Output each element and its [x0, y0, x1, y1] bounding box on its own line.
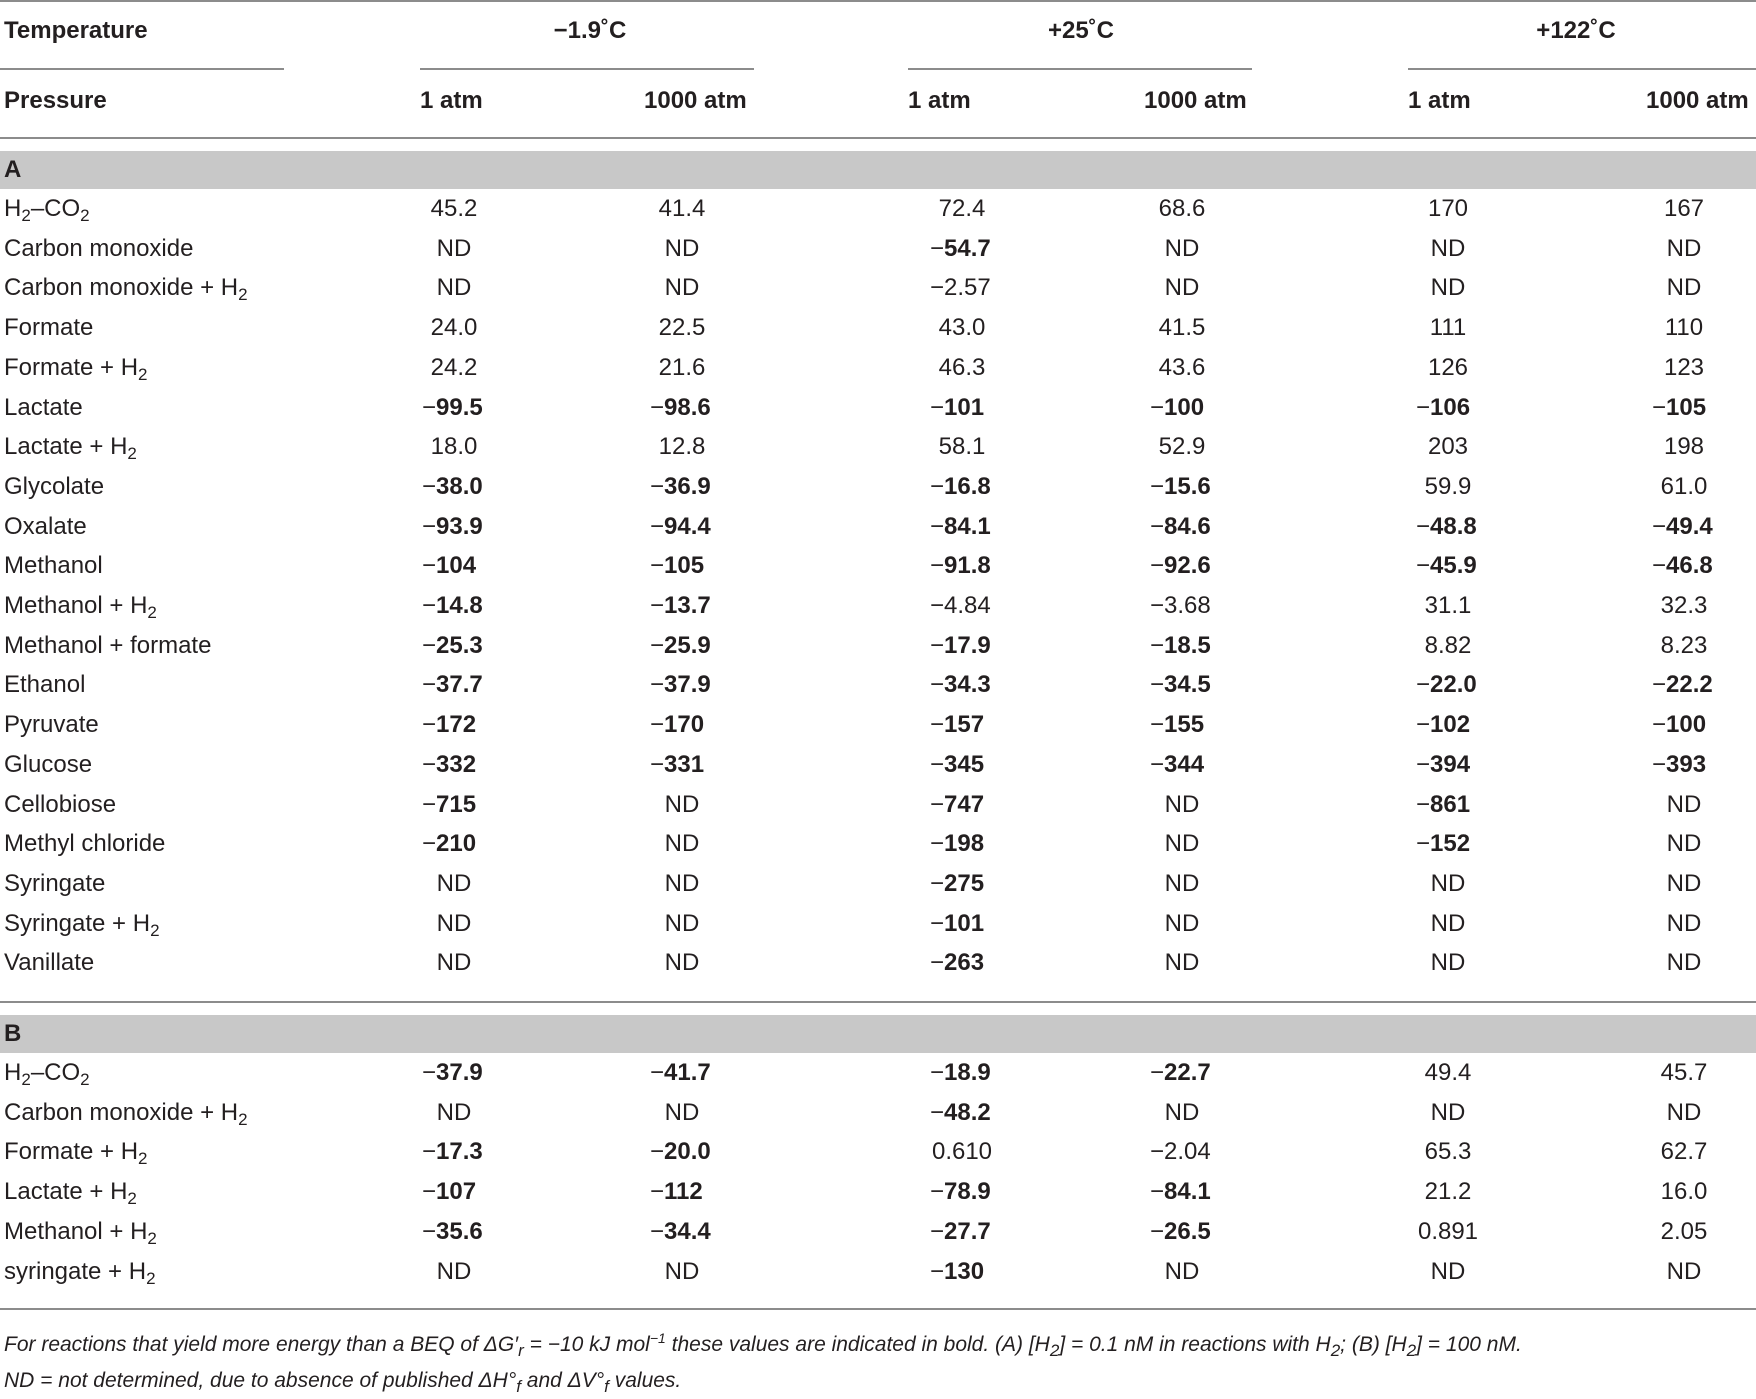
value-cell: −263: [930, 949, 985, 977]
value-cell: 21.6: [658, 353, 706, 381]
value-cell: 59.9: [1424, 472, 1472, 500]
table-row: [0, 348, 1756, 388]
pressure-header-3: 1 atm: [908, 87, 971, 114]
row-label: Carbon monoxide: [4, 234, 194, 262]
row-label: Methanol + $H_2$: [4, 592, 157, 622]
value-cell: ND: [1666, 869, 1702, 897]
value-cell: ND: [436, 1098, 472, 1126]
value-cell: −861: [1416, 790, 1471, 818]
value-cell: ND: [436, 909, 472, 937]
value-cell: −36.9: [650, 472, 711, 500]
value-cell: 123: [1663, 353, 1705, 381]
value-cell: 65.3: [1424, 1138, 1472, 1166]
value-cell: −98.6: [650, 393, 711, 421]
value-cell: −3.68: [1150, 592, 1211, 619]
footnote-line-1: For reactions that yield more energy than a BEQ of $\Delta G'_r = -10$ kJ mol$^{-1}$ these values are indicated in bold. (A) $[H_2] = 0.1$ nM in reactions with $H_2$; (B) $[H_2] = 100$ nM.: [4, 1330, 1522, 1360]
value-cell: 49.4: [1424, 1059, 1472, 1086]
value-cell: −13.7: [650, 592, 711, 619]
table-row: [0, 268, 1756, 308]
temperature-rule-2: [908, 68, 1252, 70]
row-label: Oxalate: [4, 512, 87, 540]
value-cell: −332: [422, 750, 477, 778]
temperature-rule-1: [420, 68, 754, 70]
temp-header-2: +25˚C: [1047, 17, 1115, 44]
value-cell: −331: [650, 750, 705, 778]
temperature-rule-3: [1408, 68, 1756, 70]
value-cell: −100: [1652, 711, 1707, 739]
value-cell: −15.6: [1150, 472, 1211, 500]
pressure-header-1: 1 atm: [420, 87, 483, 114]
value-cell: 24.2: [430, 353, 478, 381]
row-label: $H_2-CO_2$: [4, 1059, 90, 1089]
value-cell: −18.9: [930, 1059, 991, 1086]
row-label: Syringate: [4, 869, 106, 897]
value-cell: −130: [930, 1257, 985, 1285]
value-cell: −105: [1652, 393, 1707, 421]
pressure-header-2: 1000 atm: [644, 87, 747, 114]
value-cell: 170: [1427, 195, 1469, 222]
value-cell: 32.3: [1660, 592, 1708, 619]
table-row: [0, 229, 1756, 269]
value-cell: −25.3: [422, 631, 483, 659]
value-cell: −344: [1150, 750, 1205, 778]
table-row: [0, 864, 1756, 904]
table-row: [0, 427, 1756, 467]
row-label: Methanol + $H_2$: [4, 1217, 157, 1248]
value-cell: −14.8: [422, 592, 483, 619]
value-cell: −49.4: [1652, 512, 1713, 540]
value-cell: −48.2: [930, 1098, 991, 1126]
value-cell: 8.23: [1660, 631, 1708, 659]
value-cell: −94.4: [650, 512, 711, 540]
table-row: [0, 1093, 1756, 1133]
row-label: Vanillate: [4, 949, 95, 977]
value-cell: −37.7: [422, 671, 483, 699]
table-row: [0, 546, 1756, 586]
value-cell: ND: [1430, 909, 1466, 937]
value-cell: ND: [436, 869, 472, 897]
value-cell: ND: [1164, 830, 1200, 858]
table-row: [0, 586, 1756, 626]
value-cell: 8.82: [1424, 631, 1472, 659]
table-row: [0, 705, 1756, 745]
value-cell: −38.0: [422, 472, 483, 500]
value-cell: −2.57: [930, 274, 991, 302]
value-cell: −93.9: [422, 512, 483, 540]
row-label: Formate: [4, 314, 94, 342]
section-a-label: A: [4, 156, 22, 183]
value-cell: −22.0: [1416, 671, 1477, 699]
value-cell: −102: [1416, 711, 1471, 739]
table-row: [0, 665, 1756, 705]
table-bottom-rule: [0, 1308, 1756, 1310]
row-label: Lactate + $H_2$: [4, 1178, 137, 1209]
value-cell: 0.610: [931, 1138, 993, 1166]
value-cell: −100: [1150, 393, 1205, 421]
value-cell: ND: [436, 1257, 472, 1285]
value-cell: ND: [664, 909, 700, 937]
value-cell: −715: [422, 790, 477, 818]
value-cell: ND: [1164, 234, 1200, 262]
value-cell: ND: [1430, 1098, 1466, 1126]
value-cell: ND: [436, 949, 472, 977]
value-cell: −107: [422, 1178, 477, 1206]
value-cell: ND: [1666, 790, 1702, 818]
value-cell: −152: [1416, 830, 1471, 858]
value-cell: −105: [650, 552, 705, 580]
value-cell: −275: [930, 869, 985, 897]
value-cell: ND: [1164, 869, 1200, 897]
value-cell: ND: [1164, 1098, 1200, 1126]
value-cell: 203: [1427, 433, 1469, 461]
value-cell: ND: [1666, 830, 1702, 858]
value-cell: −393: [1652, 750, 1707, 778]
row-label: Lactate: [4, 393, 83, 421]
value-cell: 198: [1663, 433, 1705, 461]
value-cell: −4.84: [930, 592, 991, 619]
value-cell: 31.1: [1424, 592, 1472, 619]
value-cell: ND: [1430, 869, 1466, 897]
value-cell: −78.9: [930, 1178, 991, 1206]
value-cell: ND: [1666, 909, 1702, 937]
value-cell: 41.5: [1158, 314, 1206, 342]
value-cell: ND: [1666, 1257, 1702, 1285]
value-cell: −99.5: [422, 393, 483, 421]
value-cell: 16.0: [1660, 1178, 1708, 1206]
pressure-header-4: 1000 atm: [1144, 87, 1247, 114]
value-cell: 110: [1664, 314, 1704, 342]
row-label: $H_2-CO_2$: [4, 195, 90, 225]
table-row: [0, 904, 1756, 944]
section-a-bottom-rule: [0, 1001, 1756, 1003]
value-cell: −101: [930, 393, 985, 421]
temperature-rule-label: [0, 68, 284, 70]
value-cell: ND: [1666, 234, 1702, 262]
row-label: syringate + $H_2$: [4, 1257, 156, 1288]
row-label: Ethanol: [4, 671, 86, 699]
value-cell: −155: [1150, 711, 1205, 739]
value-cell: 62.7: [1660, 1138, 1708, 1166]
header-bottom-rule: [0, 137, 1756, 139]
value-cell: −17.9: [930, 631, 991, 659]
value-cell: −26.5: [1150, 1217, 1211, 1245]
table-row: [0, 1132, 1756, 1172]
value-cell: 111: [1429, 314, 1467, 342]
value-cell: −37.9: [422, 1059, 483, 1086]
table-row: [0, 388, 1756, 428]
section-b-band: [0, 1015, 1756, 1053]
temperature-header-label: Temperature: [4, 17, 148, 44]
value-cell: ND: [1164, 790, 1200, 818]
value-cell: ND: [1666, 949, 1702, 977]
value-cell: ND: [664, 869, 700, 897]
table-row: [0, 308, 1756, 348]
footnote-line-2: ND = not determined, due to absence of published $\Delta H^\circ_f$ and $\Delta V^\circ_f$ values.: [4, 1369, 682, 1396]
value-cell: −20.0: [650, 1138, 711, 1166]
value-cell: ND: [436, 274, 472, 302]
value-cell: 126: [1427, 353, 1469, 381]
value-cell: −91.8: [930, 552, 991, 580]
table-row: [0, 824, 1756, 864]
value-cell: 167: [1663, 195, 1705, 222]
value-cell: 22.5: [658, 314, 706, 342]
value-cell: ND: [664, 949, 700, 977]
row-label: Formate + $H_2$: [4, 353, 148, 384]
value-cell: −345: [930, 750, 985, 778]
value-cell: −92.6: [1150, 552, 1211, 580]
section-b-label: B: [4, 1020, 22, 1047]
value-cell: −16.8: [930, 472, 991, 500]
pressure-header-6: 1000 atm: [1646, 87, 1749, 114]
value-cell: −84.1: [930, 512, 991, 540]
value-cell: 61.0: [1660, 472, 1708, 500]
value-cell: 2.05: [1660, 1217, 1708, 1245]
table-row: [0, 189, 1756, 229]
row-label: Lactate + $H_2$: [4, 433, 137, 464]
value-cell: ND: [664, 274, 700, 302]
value-cell: −18.5: [1150, 631, 1211, 659]
table-row: [0, 626, 1756, 666]
table-row: [0, 1212, 1756, 1252]
row-label: Glucose: [4, 750, 93, 778]
value-cell: −34.5: [1150, 671, 1211, 699]
value-cell: ND: [1666, 1098, 1702, 1126]
value-cell: ND: [1430, 234, 1466, 262]
value-cell: ND: [664, 1098, 700, 1126]
table-row: [0, 507, 1756, 547]
value-cell: ND: [1164, 1257, 1200, 1285]
value-cell: −198: [930, 830, 985, 858]
row-label: Methanol + formate: [4, 631, 212, 659]
value-cell: −37.9: [650, 671, 711, 699]
temp-header-1: −1.9˚C: [553, 17, 627, 44]
value-cell: −112: [650, 1178, 703, 1206]
table-row: [0, 467, 1756, 507]
row-label: Pyruvate: [4, 711, 99, 739]
row-label: Syringate + $H_2$: [4, 909, 160, 940]
row-label: Methanol: [4, 552, 103, 580]
section-a-band: [0, 151, 1756, 189]
value-cell: −41.7: [650, 1059, 711, 1086]
value-cell: ND: [1430, 949, 1466, 977]
table-row: [0, 1172, 1756, 1212]
table-row: [0, 785, 1756, 825]
value-cell: −34.3: [930, 671, 991, 699]
value-cell: 58.1: [938, 433, 986, 461]
table-row: [0, 943, 1756, 983]
value-cell: −106: [1416, 393, 1471, 421]
value-cell: 12.8: [658, 433, 706, 461]
value-cell: ND: [664, 790, 700, 818]
value-cell: −747: [930, 790, 985, 818]
value-cell: ND: [664, 234, 700, 262]
value-cell: ND: [1164, 909, 1200, 937]
value-cell: 46.3: [938, 353, 986, 381]
value-cell: −210: [422, 830, 477, 858]
table-row: [0, 1053, 1756, 1093]
value-cell: ND: [1666, 274, 1702, 302]
row-label: Carbon monoxide + $H_2$: [4, 1098, 248, 1129]
value-cell: −157: [930, 711, 985, 739]
value-cell: 41.4: [658, 195, 706, 222]
table-row: [0, 1252, 1756, 1292]
value-cell: −45.9: [1416, 552, 1477, 580]
value-cell: 43.0: [938, 314, 986, 342]
value-cell: 52.9: [1158, 433, 1206, 461]
value-cell: −46.8: [1652, 552, 1713, 580]
value-cell: 24.0: [430, 314, 478, 342]
value-cell: −2.04: [1150, 1138, 1211, 1166]
value-cell: −170: [650, 711, 705, 739]
value-cell: −22.7: [1150, 1059, 1211, 1086]
row-label: Formate + $H_2$: [4, 1138, 148, 1169]
value-cell: ND: [664, 1257, 700, 1285]
value-cell: −84.6: [1150, 512, 1211, 540]
value-cell: −172: [422, 711, 477, 739]
temp-header-3: +122˚C: [1536, 17, 1616, 44]
value-cell: −54.7: [930, 234, 991, 262]
pressure-header-label: Pressure: [4, 87, 107, 114]
value-cell: −17.3: [422, 1138, 483, 1166]
table-row: [0, 745, 1756, 785]
table-top-rule: [0, 0, 1756, 2]
value-cell: ND: [1164, 949, 1200, 977]
value-cell: 45.7: [1660, 1059, 1708, 1086]
value-cell: 18.0: [430, 433, 478, 461]
value-cell: ND: [1430, 274, 1466, 302]
row-label: Carbon monoxide + $H_2$: [4, 274, 248, 305]
value-cell: −34.4: [650, 1217, 711, 1245]
value-cell: 68.6: [1158, 195, 1206, 222]
value-cell: −101: [930, 909, 985, 937]
table-footnote: [4, 1320, 1754, 1399]
value-cell: 43.6: [1158, 353, 1206, 381]
pressure-header-5: 1 atm: [1408, 87, 1471, 114]
value-cell: ND: [1164, 274, 1200, 302]
row-label: Cellobiose: [4, 790, 117, 818]
value-cell: 21.2: [1424, 1178, 1472, 1206]
value-cell: −394: [1416, 750, 1471, 778]
row-label: Methyl chloride: [4, 830, 166, 858]
value-cell: 0.891: [1417, 1217, 1479, 1245]
value-cell: ND: [436, 234, 472, 262]
value-cell: −25.9: [650, 631, 711, 659]
value-cell: −48.8: [1416, 512, 1477, 540]
value-cell: −27.7: [930, 1217, 991, 1245]
value-cell: −84.1: [1150, 1178, 1211, 1206]
value-cell: −35.6: [422, 1217, 483, 1245]
value-cell: ND: [664, 830, 700, 858]
value-cell: 72.4: [938, 195, 986, 222]
value-cell: −104: [422, 552, 477, 580]
value-cell: 45.2: [430, 195, 478, 222]
row-label: Glycolate: [4, 472, 105, 500]
value-cell: ND: [1430, 1257, 1466, 1285]
value-cell: −22.2: [1652, 671, 1713, 699]
